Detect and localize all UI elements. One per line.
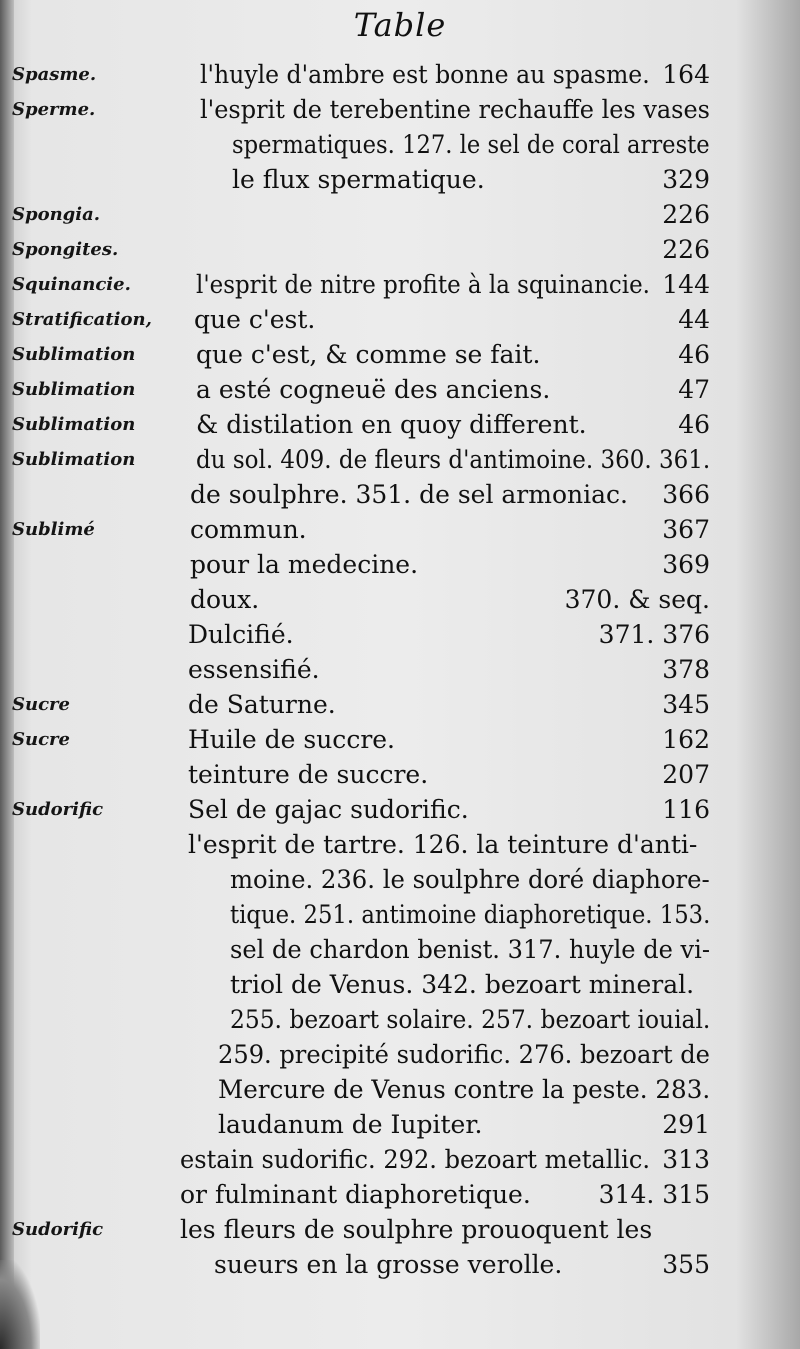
- index-entry: [0, 1250, 800, 1284]
- entry-text: pour la medecine.: [190, 550, 419, 579]
- index-entry: [0, 60, 800, 94]
- index-entry: [0, 165, 800, 199]
- entry-text: laudanum de Iupiter.: [218, 1110, 483, 1139]
- running-head: Table: [353, 6, 447, 44]
- entry-text: doux.: [190, 585, 260, 614]
- entry-text: teinture de succre.: [188, 760, 429, 789]
- entry-page-number: 226: [662, 235, 710, 264]
- entry-page-number: 366: [662, 480, 710, 509]
- entry-page-number: 226: [662, 200, 710, 229]
- entry-text: & distilation en quoy different.: [196, 410, 587, 439]
- index-entry: [0, 1145, 800, 1179]
- entry-text: estain sudorific. 292. bezoart metallic.: [180, 1145, 650, 1174]
- index-entry: [0, 305, 800, 339]
- index-entry: [0, 1040, 800, 1074]
- entry-text: l'huyle d'ambre est bonne au spasme.: [200, 60, 650, 89]
- entry-text: que c'est.: [194, 305, 316, 334]
- index-entry: [0, 270, 800, 304]
- entry-page-number: 46: [678, 340, 710, 369]
- entry-keyword: Sublimation: [12, 379, 136, 400]
- entry-page-number: 313: [662, 1145, 710, 1174]
- index-entry: [0, 865, 800, 899]
- entry-text: Huile de succre.: [188, 725, 396, 754]
- index-entry: [0, 235, 800, 269]
- entry-text: moine. 236. le soulphre doré diaphore-: [230, 865, 710, 894]
- entry-text: Sel de gajac sudorific.: [188, 795, 469, 824]
- entry-keyword: Sublimation: [12, 449, 136, 470]
- index-entry: [0, 410, 800, 444]
- entry-text: tique. 251. antimoine diaphoretique. 153.: [230, 900, 711, 929]
- entry-page-number: 345: [662, 690, 710, 719]
- index-entry: [0, 760, 800, 794]
- index-entry: [0, 1075, 800, 1109]
- entry-text: Mercure de Venus contre la peste. 283.: [218, 1075, 711, 1104]
- index-entry: [0, 445, 800, 479]
- index-entry: [0, 1005, 800, 1039]
- index-entry: [0, 1110, 800, 1144]
- entry-text: du sol. 409. de fleurs d'antimoine. 360. 361.: [196, 445, 711, 474]
- index-entry: [0, 795, 800, 829]
- index-entry: [0, 1215, 800, 1249]
- index-entry: [0, 130, 800, 164]
- index-entry: [0, 550, 800, 584]
- entry-page-number: 164: [662, 60, 710, 89]
- entry-text: essensifié.: [188, 655, 320, 684]
- entry-keyword: Spongia.: [12, 204, 101, 225]
- entry-text: les fleurs de soulphre prouoquent les: [180, 1215, 653, 1244]
- entry-text: l'esprit de tartre. 126. la teinture d'anti-: [188, 830, 698, 859]
- entry-keyword: Sublimé: [12, 519, 95, 540]
- entry-text: a esté cogneuë des anciens.: [196, 375, 551, 404]
- index-entry: [0, 690, 800, 724]
- entry-page-number: 378: [662, 655, 710, 684]
- index-entry: [0, 725, 800, 759]
- entry-page-number: 144: [662, 270, 710, 299]
- index-entry: [0, 95, 800, 129]
- index-entry: [0, 585, 800, 619]
- entry-keyword: Stratification,: [12, 309, 152, 330]
- entry-text: Dulcifié.: [188, 620, 294, 649]
- entry-text: spermatiques. 127. le sel de coral arreste: [232, 130, 710, 159]
- index-entry: [0, 200, 800, 234]
- entry-text: triol de Venus. 342. bezoart mineral.: [230, 970, 695, 999]
- entry-page-number: 207: [662, 760, 710, 789]
- entry-text: de soulphre. 351. de sel armoniac.: [190, 480, 628, 509]
- entry-text: que c'est, & comme se fait.: [196, 340, 541, 369]
- index-entry: [0, 375, 800, 409]
- entry-text: l'esprit de terebentine rechauffe les vases: [200, 95, 710, 124]
- index-entry: [0, 900, 800, 934]
- index-entry: [0, 655, 800, 689]
- entry-text: sel de chardon benist. 317. huyle de vi-: [230, 935, 711, 964]
- entry-page-number: 116: [662, 795, 710, 824]
- entry-page-number: 355: [662, 1250, 710, 1279]
- entry-text: le flux spermatique.: [232, 165, 485, 194]
- index-entry: [0, 935, 800, 969]
- entry-keyword: Spongites.: [12, 239, 119, 260]
- index-entry: [0, 620, 800, 654]
- entry-page-number: 367: [662, 515, 710, 544]
- index-entry: [0, 970, 800, 1004]
- entry-keyword: Sublimation: [12, 344, 136, 365]
- entry-page-number: 314. 315: [598, 1180, 710, 1209]
- index-entry: [0, 340, 800, 374]
- entry-keyword: Sudorific: [12, 1219, 104, 1240]
- entry-keyword: Squinancie.: [12, 274, 131, 295]
- entry-page-number: 162: [662, 725, 710, 754]
- entry-page-number: 47: [678, 375, 710, 404]
- entry-page-number: 371. 376: [598, 620, 710, 649]
- entry-keyword: Sucre: [12, 729, 70, 750]
- entry-keyword: Sperme.: [12, 99, 96, 120]
- entry-keyword: Sudorific: [12, 799, 104, 820]
- entry-page-number: 46: [678, 410, 710, 439]
- entry-text: 255. bezoart solaire. 257. bezoart iouial.: [230, 1005, 711, 1034]
- entry-text: or fulminant diaphoretique.: [180, 1180, 531, 1209]
- entry-text: sueurs en la grosse verolle.: [214, 1250, 563, 1279]
- entry-page-number: 291: [662, 1110, 710, 1139]
- entry-page-number: 370. & seq.: [564, 585, 710, 614]
- entry-page-number: 329: [662, 165, 710, 194]
- entry-page-number: 369: [662, 550, 710, 579]
- entry-text: de Saturne.: [188, 690, 336, 719]
- index-entry: [0, 480, 800, 514]
- entry-keyword: Sucre: [12, 694, 70, 715]
- entry-page-number: 44: [678, 305, 710, 334]
- entry-keyword: Sublimation: [12, 414, 136, 435]
- entry-text: commun.: [190, 515, 307, 544]
- index-entry: [0, 1180, 800, 1214]
- index-entry: [0, 830, 800, 864]
- entry-keyword: Spasme.: [12, 64, 97, 85]
- entry-text: 259. precipité sudorific. 276. bezoart de: [218, 1040, 710, 1069]
- index-entry: [0, 515, 800, 549]
- entry-text: l'esprit de nitre profite à la squinancie.: [196, 270, 650, 299]
